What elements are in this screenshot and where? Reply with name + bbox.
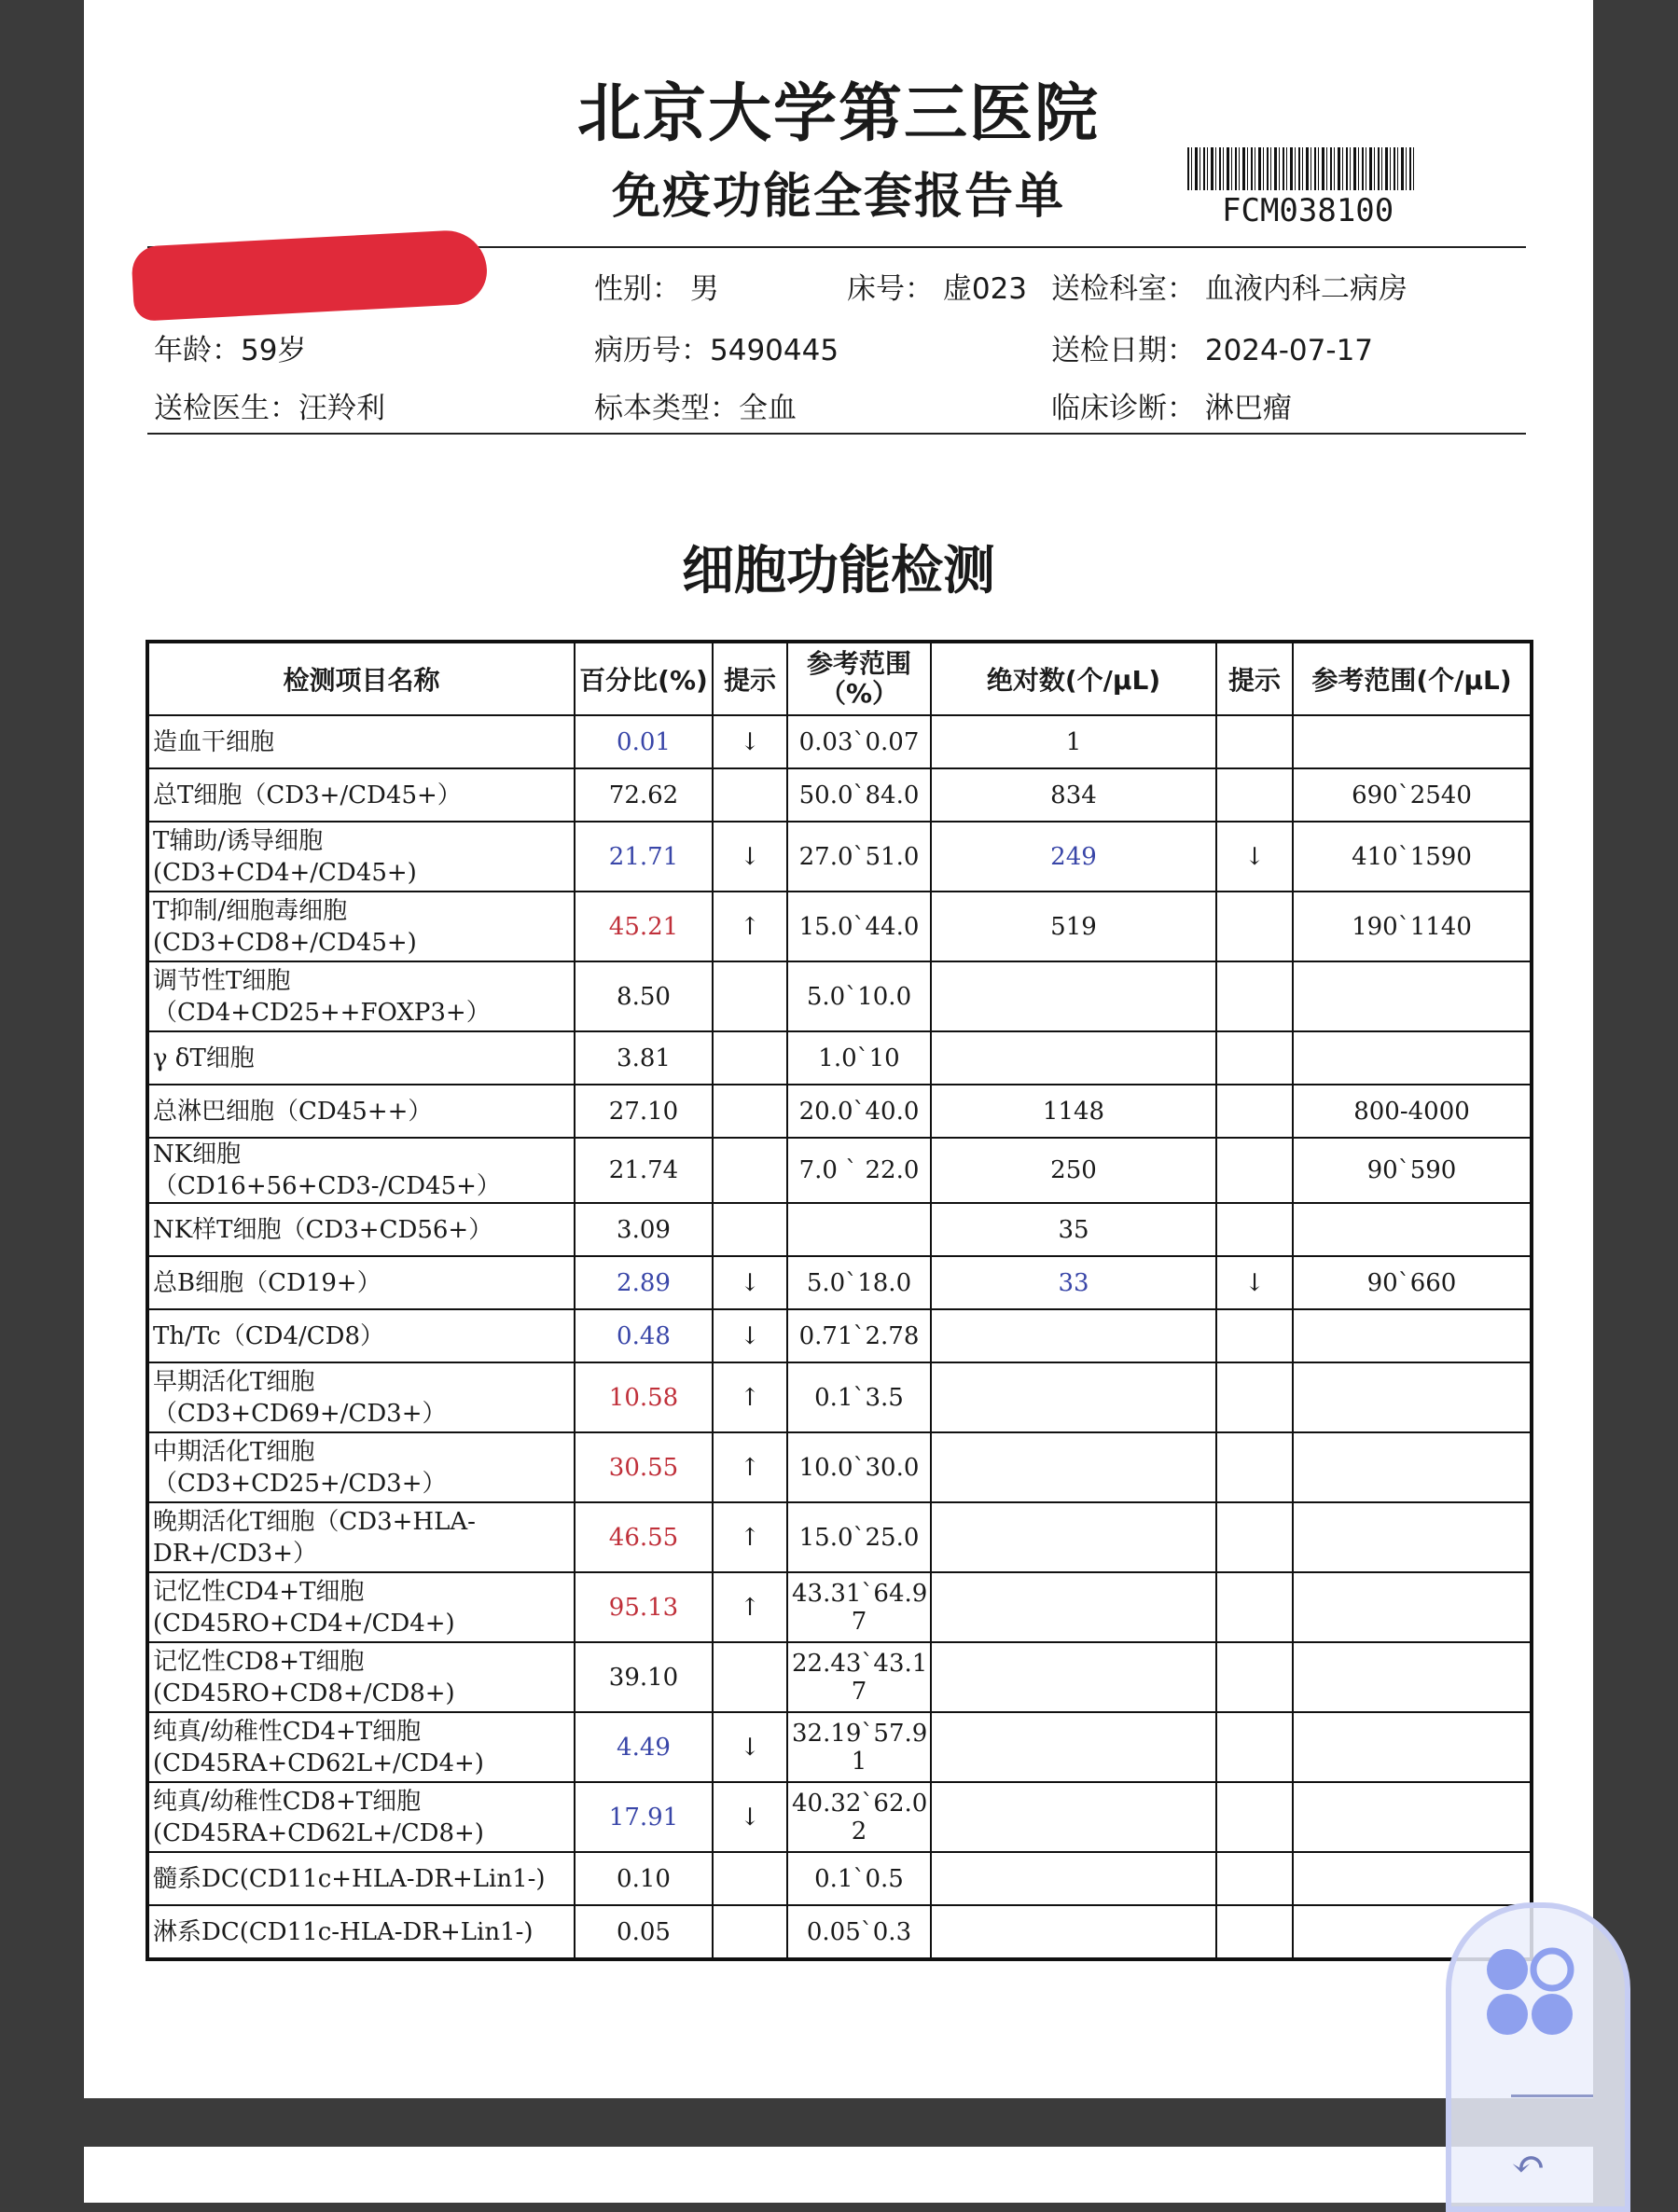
absolute-hint-cell: [1216, 1852, 1293, 1905]
table-row: [147, 1138, 1532, 1203]
absolute-hint-cell: [1216, 1642, 1293, 1712]
percent-hint-cell: ↓: [713, 715, 787, 768]
percent-ref-cell: 0.1`3.5: [787, 1362, 931, 1432]
absolute-cell: [931, 1031, 1216, 1085]
sample-type: 标本类型：全血: [594, 392, 797, 425]
test-name-cell: 中期活化T细胞 （CD3+CD25+/CD3+）: [147, 1432, 575, 1502]
absolute-cell: 834: [931, 768, 1216, 822]
percent-hint-cell: [713, 768, 787, 822]
percent-ref-cell: 0.1`0.5: [787, 1852, 931, 1905]
test-name-cell: NK样T细胞（CD3+CD56+）: [147, 1203, 575, 1256]
test-name-cell: 髓系DC(CD11c+HLA-DR+Lin1-): [147, 1852, 575, 1905]
redaction-mark: [131, 228, 489, 322]
col-header: 参考范围(个/μL): [1293, 642, 1532, 715]
table-row: [147, 715, 1532, 768]
percent-hint-cell: ↑: [713, 1432, 787, 1502]
four-petal-app-icon[interactable]: [1481, 1943, 1578, 2040]
test-name-cell: 早期活化T细胞 （CD3+CD69+/CD3+）: [147, 1362, 575, 1432]
table-row: [147, 1642, 1532, 1712]
test-name-cell: 记忆性CD4+T细胞 (CD45RO+CD4+/CD4+): [147, 1572, 575, 1642]
absolute-ref-cell: 800-4000: [1293, 1085, 1532, 1138]
test-name-cell: γ δT细胞: [147, 1031, 575, 1085]
absolute-hint-cell: [1216, 1085, 1293, 1138]
test-name-cell: 总T细胞（CD3+/CD45+）: [147, 768, 575, 822]
absolute-ref-cell: [1293, 1362, 1532, 1432]
percent-hint-cell: ↑: [713, 1362, 787, 1432]
table-row: [147, 1852, 1532, 1905]
percent-cell: 21.71: [575, 822, 713, 892]
patient-gender: 性别： 男: [594, 272, 719, 306]
percent-ref-cell: 20.0`40.0: [787, 1085, 931, 1138]
report-page: [84, 0, 1593, 2098]
percent-hint-cell: ↑: [713, 1502, 787, 1572]
percent-cell: 95.13: [575, 1572, 713, 1642]
percent-cell: 45.21: [575, 892, 713, 961]
percent-hint-cell: [713, 1031, 787, 1085]
absolute-cell: [931, 1309, 1216, 1362]
percent-cell: 72.62: [575, 768, 713, 822]
absolute-ref-cell: [1293, 1502, 1532, 1572]
percent-ref-cell: [787, 1203, 931, 1256]
percent-ref-cell: 43.31`64.9 7: [787, 1572, 931, 1642]
percent-cell: 3.81: [575, 1031, 713, 1085]
percent-ref-cell: 7.0 ` 22.0: [787, 1138, 931, 1203]
percent-hint-cell: [713, 1642, 787, 1712]
absolute-hint-cell: [1216, 1031, 1293, 1085]
percent-ref-cell: 1.0`10: [787, 1031, 931, 1085]
results-table: [146, 640, 1533, 1961]
absolute-ref-cell: [1293, 715, 1532, 768]
percent-cell: 2.89: [575, 1256, 713, 1309]
absolute-cell: 1: [931, 715, 1216, 768]
table-header-row: [147, 642, 1532, 715]
percent-hint-cell: ↑: [713, 1572, 787, 1642]
percent-ref-cell: 10.0`30.0: [787, 1432, 931, 1502]
table-row: [147, 1362, 1532, 1432]
fab-divider: [1511, 2094, 1593, 2097]
absolute-hint-cell: [1216, 1712, 1293, 1782]
table-row: [147, 822, 1532, 892]
absolute-cell: [931, 1905, 1216, 1959]
table-row: [147, 892, 1532, 961]
referring-doctor: 送检医生：汪羚利: [154, 392, 385, 425]
absolute-cell: 250: [931, 1138, 1216, 1203]
table-row: [147, 1905, 1532, 1959]
table-row: [147, 1309, 1532, 1362]
table-row: [147, 1572, 1532, 1642]
percent-ref-cell: 27.0`51.0: [787, 822, 931, 892]
percent-cell: 0.05: [575, 1905, 713, 1959]
percent-ref-cell: 15.0`44.0: [787, 892, 931, 961]
report-title: 免疫功能全套报告单: [611, 168, 1065, 225]
barcode-text: FCM038100: [1222, 192, 1394, 229]
next-page: [84, 2147, 1593, 2203]
absolute-hint-cell: [1216, 1432, 1293, 1502]
table-row: [147, 768, 1532, 822]
absolute-ref-cell: [1293, 1782, 1532, 1852]
absolute-ref-cell: [1293, 1712, 1532, 1782]
test-name-cell: 总淋巴细胞（CD45++）: [147, 1085, 575, 1138]
test-name-cell: Th/Tc（CD4/CD8）: [147, 1309, 575, 1362]
percent-ref-cell: 0.71`2.78: [787, 1309, 931, 1362]
percent-cell: 4.49: [575, 1712, 713, 1782]
absolute-cell: [931, 1432, 1216, 1502]
absolute-ref-cell: 690`2540: [1293, 768, 1532, 822]
absolute-cell: 1148: [931, 1085, 1216, 1138]
percent-ref-cell: 22.43`43.1 7: [787, 1642, 931, 1712]
absolute-ref-cell: [1293, 1432, 1532, 1502]
percent-hint-cell: ↓: [713, 1309, 787, 1362]
test-name-cell: 调节性T细胞 （CD4+CD25++FOXP3+）: [147, 961, 575, 1031]
percent-hint-cell: [713, 1203, 787, 1256]
absolute-hint-cell: [1216, 1203, 1293, 1256]
col-header: 检测项目名称: [147, 642, 575, 715]
percent-cell: 0.48: [575, 1309, 713, 1362]
divider-bottom: [147, 433, 1526, 435]
table-row: [147, 1712, 1532, 1782]
absolute-cell: [931, 1852, 1216, 1905]
absolute-ref-cell: 90`590: [1293, 1138, 1532, 1203]
table-row: [147, 1085, 1532, 1138]
percent-cell: 27.10: [575, 1085, 713, 1138]
percent-ref-cell: 0.05`0.3: [787, 1905, 931, 1959]
percent-ref-cell: 5.0`18.0: [787, 1256, 931, 1309]
patient-age: 年龄：59岁: [154, 334, 307, 367]
absolute-hint-cell: [1216, 1362, 1293, 1432]
absolute-hint-cell: [1216, 961, 1293, 1031]
back-arrow-icon[interactable]: ↶: [1511, 2141, 1546, 2189]
percent-cell: 30.55: [575, 1432, 713, 1502]
absolute-cell: [931, 1572, 1216, 1642]
percent-hint-cell: [713, 1852, 787, 1905]
absolute-hint-cell: [1216, 768, 1293, 822]
patient-record: 病历号：5490445: [594, 334, 839, 367]
test-name-cell: 总B细胞（CD19+）: [147, 1256, 575, 1309]
col-header: 提示: [1216, 642, 1293, 715]
test-name-cell: NK细胞（CD16+56+CD3-/CD45+）: [147, 1138, 575, 1203]
percent-ref-cell: 32.19`57.9 1: [787, 1712, 931, 1782]
percent-cell: 46.55: [575, 1502, 713, 1572]
absolute-ref-cell: 190`1140: [1293, 892, 1532, 961]
table-row: [147, 961, 1532, 1031]
test-name-cell: T辅助/诱导细胞 (CD3+CD4+/CD45+): [147, 822, 575, 892]
percent-ref-cell: 15.0`25.0: [787, 1502, 931, 1572]
percent-hint-cell: [713, 961, 787, 1031]
col-header: 参考范围 （%）: [787, 642, 931, 715]
percent-cell: 0.10: [575, 1852, 713, 1905]
absolute-hint-cell: [1216, 715, 1293, 768]
percent-ref-cell: 5.0`10.0: [787, 961, 931, 1031]
absolute-hint-cell: [1216, 1138, 1293, 1203]
absolute-hint-cell: [1216, 1572, 1293, 1642]
test-name-cell: 纯真/幼稚性CD8+T细胞 (CD45RA+CD62L+/CD8+): [147, 1782, 575, 1852]
percent-hint-cell: [713, 1138, 787, 1203]
test-name-cell: 纯真/幼稚性CD4+T细胞 (CD45RA+CD62L+/CD4+): [147, 1712, 575, 1782]
absolute-hint-cell: [1216, 1502, 1293, 1572]
absolute-cell: [931, 1712, 1216, 1782]
test-name-cell: 记忆性CD8+T细胞 (CD45RO+CD8+/CD8+): [147, 1642, 575, 1712]
sample-date: 送检日期： 2024-07-17: [1051, 334, 1374, 367]
patient-bed: 床号： 虚023: [847, 272, 1028, 306]
percent-cell: 39.10: [575, 1642, 713, 1712]
percent-ref-cell: 0.03`0.07: [787, 715, 931, 768]
percent-hint-cell: ↓: [713, 822, 787, 892]
absolute-cell: 249: [931, 822, 1216, 892]
percent-cell: 3.09: [575, 1203, 713, 1256]
absolute-hint-cell: [1216, 1309, 1293, 1362]
percent-hint-cell: [713, 1905, 787, 1959]
absolute-ref-cell: [1293, 1203, 1532, 1256]
absolute-cell: [931, 1362, 1216, 1432]
table-row: [147, 1502, 1532, 1572]
col-header: 百分比(%): [575, 642, 713, 715]
test-name-cell: 淋系DC(CD11c-HLA-DR+Lin1-): [147, 1905, 575, 1959]
patient-dept: 送检科室： 血液内科二病房: [1051, 272, 1408, 306]
percent-hint-cell: ↓: [713, 1256, 787, 1309]
absolute-hint-cell: ↓: [1216, 822, 1293, 892]
absolute-ref-cell: [1293, 1852, 1532, 1905]
percent-ref-cell: 50.0`84.0: [787, 768, 931, 822]
percent-cell: 8.50: [575, 961, 713, 1031]
table-row: [147, 1782, 1532, 1852]
absolute-cell: 519: [931, 892, 1216, 961]
percent-cell: 17.91: [575, 1782, 713, 1852]
absolute-cell: [931, 1782, 1216, 1852]
percent-hint-cell: ↓: [713, 1712, 787, 1782]
barcode: [1187, 147, 1417, 190]
absolute-hint-cell: ↓: [1216, 1256, 1293, 1309]
absolute-cell: [931, 961, 1216, 1031]
absolute-hint-cell: [1216, 1782, 1293, 1852]
table-row: [147, 1432, 1532, 1502]
absolute-cell: [931, 1502, 1216, 1572]
absolute-ref-cell: [1293, 1642, 1532, 1712]
col-header: 提示: [713, 642, 787, 715]
table-row: [147, 1031, 1532, 1085]
col-header: 绝对数(个/μL): [931, 642, 1216, 715]
absolute-ref-cell: [1293, 1309, 1532, 1362]
test-name-cell: 晚期活化T细胞（CD3+HLA- DR+/CD3+）: [147, 1502, 575, 1572]
absolute-ref-cell: [1293, 1572, 1532, 1642]
absolute-ref-cell: 90`660: [1293, 1256, 1532, 1309]
absolute-ref-cell: [1293, 961, 1532, 1031]
percent-cell: 0.01: [575, 715, 713, 768]
absolute-ref-cell: [1293, 1031, 1532, 1085]
percent-cell: 10.58: [575, 1362, 713, 1432]
test-name-cell: T抑制/细胞毒细胞 (CD3+CD8+/CD45+): [147, 892, 575, 961]
percent-hint-cell: ↑: [713, 892, 787, 961]
absolute-hint-cell: [1216, 1905, 1293, 1959]
clinical-diagnosis: 临床诊断： 淋巴瘤: [1051, 392, 1292, 425]
percent-hint-cell: [713, 1085, 787, 1138]
section-title: 细胞功能检测: [682, 541, 995, 601]
absolute-hint-cell: [1216, 892, 1293, 961]
absolute-cell: 35: [931, 1203, 1216, 1256]
absolute-ref-cell: 410`1590: [1293, 822, 1532, 892]
table-row: [147, 1203, 1532, 1256]
percent-cell: 21.74: [575, 1138, 713, 1203]
absolute-cell: 33: [931, 1256, 1216, 1309]
test-name-cell: 造血干细胞: [147, 715, 575, 768]
percent-ref-cell: 40.32`62.0 2: [787, 1782, 931, 1852]
table-row: [147, 1256, 1532, 1309]
percent-hint-cell: ↓: [713, 1782, 787, 1852]
absolute-cell: [931, 1642, 1216, 1712]
hospital-name: 北京大学第三医院: [576, 77, 1100, 151]
